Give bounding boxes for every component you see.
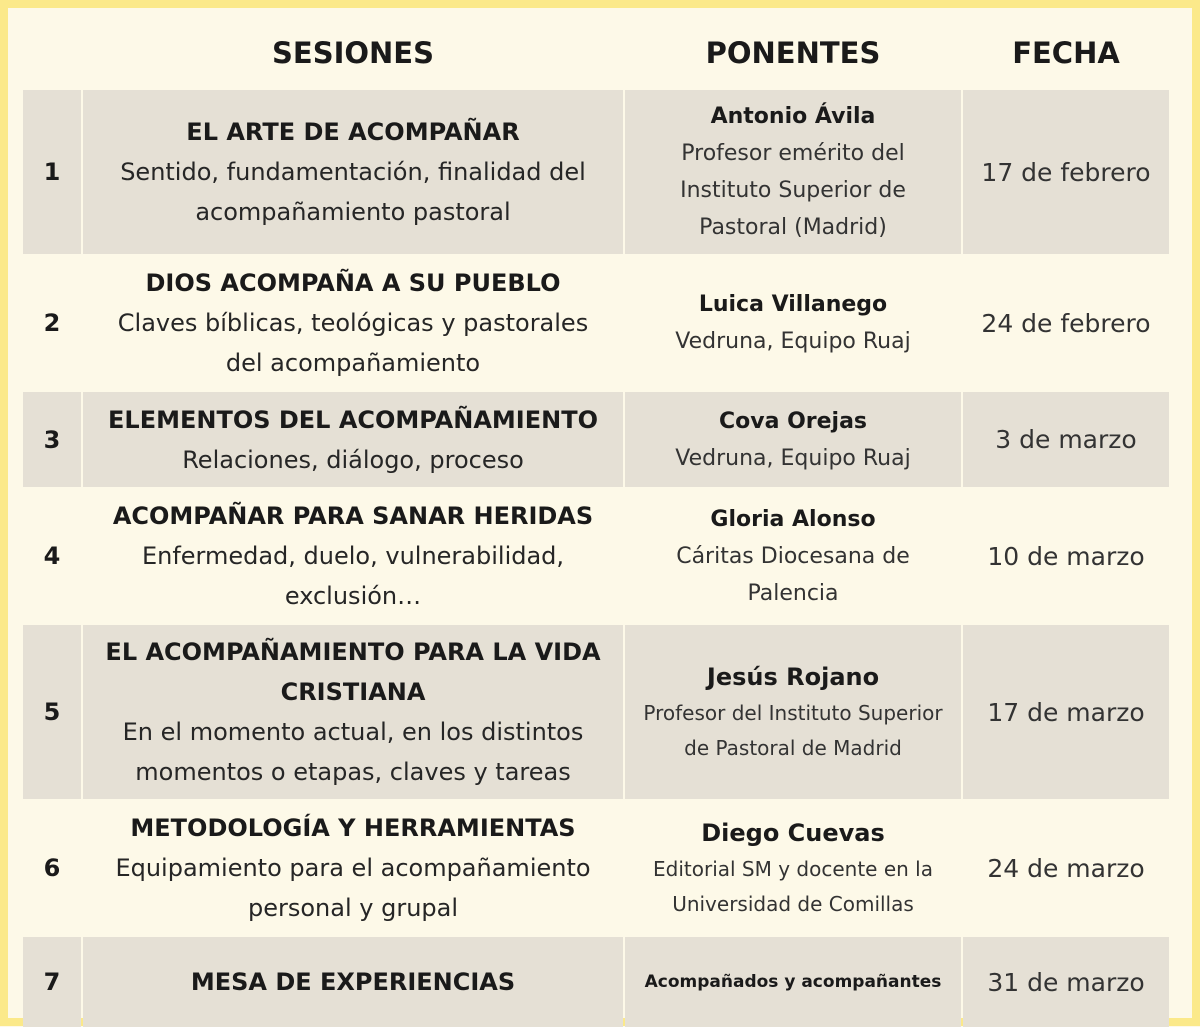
session-description: personal y grupal [247,894,459,922]
speaker-affiliation: Instituto Superior de [680,178,906,203]
session-number: 3 [23,392,81,487]
schedule-frame [8,8,1192,1018]
speaker-affiliation: Vedruna, Equipo Ruaj [675,445,911,471]
session-date: 3 de marzo [963,392,1169,487]
header-date: FECHA [1012,36,1120,70]
speaker-cell [625,90,961,254]
session-date: 31 de marzo [963,937,1169,1027]
session-description: del acompañamiento [225,349,481,377]
session-number: 7 [23,937,81,1027]
speaker-cell [625,489,961,623]
schedule-table [23,18,1169,1027]
speaker-name: Antonio Ávila [710,104,876,129]
speaker-affiliation: Universidad de Comillas [672,891,914,916]
session-description: Enfermedad, duelo, vulnerabilidad, [141,542,565,570]
header-sessions: SESIONES [272,36,434,70]
session-title: ACOMPAÑAR PARA SANAR HERIDAS [112,502,594,530]
speaker-affiliation: Palencia [747,580,839,606]
speaker-affiliation: Profesor emérito del [681,141,905,166]
session-description: Claves bíblicas, teológicas y pastorales [117,309,589,337]
session-cell [83,937,623,1027]
session-date: 24 de febrero [981,308,1151,338]
session-date: 17 de marzo [963,625,1169,799]
session-date: 24 de marzo [987,853,1145,883]
speaker-name: Luica Villanego [698,292,888,317]
session-title: CRISTIANA [280,678,426,706]
speaker-cell [625,256,961,390]
speaker-cell [625,801,961,935]
session-cell [83,625,623,799]
speaker-name: Gloria Alonso [710,506,876,532]
header-number [23,18,81,88]
session-cell [83,90,623,254]
session-title: DIOS ACOMPAÑA A SU PUEBLO [145,269,561,297]
session-description: acompañamiento pastoral [195,198,511,226]
session-description: momentos o etapas, claves y tareas [135,758,571,786]
session-title: MESA DE EXPERIENCIAS [190,968,516,996]
speaker-cell [625,937,961,1027]
session-cell [83,392,623,487]
session-cell [83,256,623,390]
session-description: Equipamiento para el acompañamiento [115,854,591,882]
session-cell [83,489,623,623]
session-title: METODOLOGÍA Y HERRAMIENTAS [130,814,576,842]
session-date: 10 de marzo [987,541,1145,571]
session-title: ELEMENTOS DEL ACOMPAÑAMIENTO [108,405,598,434]
session-description: En el momento actual, en los distintos [122,718,584,746]
speaker-affiliation: de Pastoral de Madrid [684,735,902,760]
speaker-affiliation: Pastoral (Madrid) [699,215,887,240]
speaker-name: Acompañados y acompañantes [644,971,942,992]
session-description: exclusión… [284,582,422,610]
speaker-affiliation: Vedruna, Equipo Ruaj [675,329,911,354]
session-cell [83,801,623,935]
speaker-name: Jesús Rojano [706,662,880,691]
session-title: EL ARTE DE ACOMPAÑAR [186,118,520,146]
session-description: Sentido, fundamentación, finalidad del [120,158,586,186]
speaker-cell [625,392,961,487]
session-number: 6 [43,854,61,882]
session-number: 5 [23,625,81,799]
session-number: 1 [23,90,81,254]
speaker-affiliation: Profesor del Instituto Superior [643,700,943,725]
speaker-name: Cova Orejas [718,408,868,434]
session-date: 17 de febrero [963,90,1169,254]
session-number: 4 [43,542,61,570]
speaker-affiliation: Cáritas Diocesana de [676,543,910,569]
speaker-name: Diego Cuevas [701,818,885,847]
session-description: Relaciones, diálogo, proceso [182,445,524,474]
session-title: EL ACOMPAÑAMIENTO PARA LA VIDA [105,638,601,666]
speaker-affiliation: Editorial SM y docente en la [653,856,933,881]
session-number: 2 [43,309,61,337]
header-speakers: PONENTES [705,36,881,70]
speaker-cell [625,625,961,799]
